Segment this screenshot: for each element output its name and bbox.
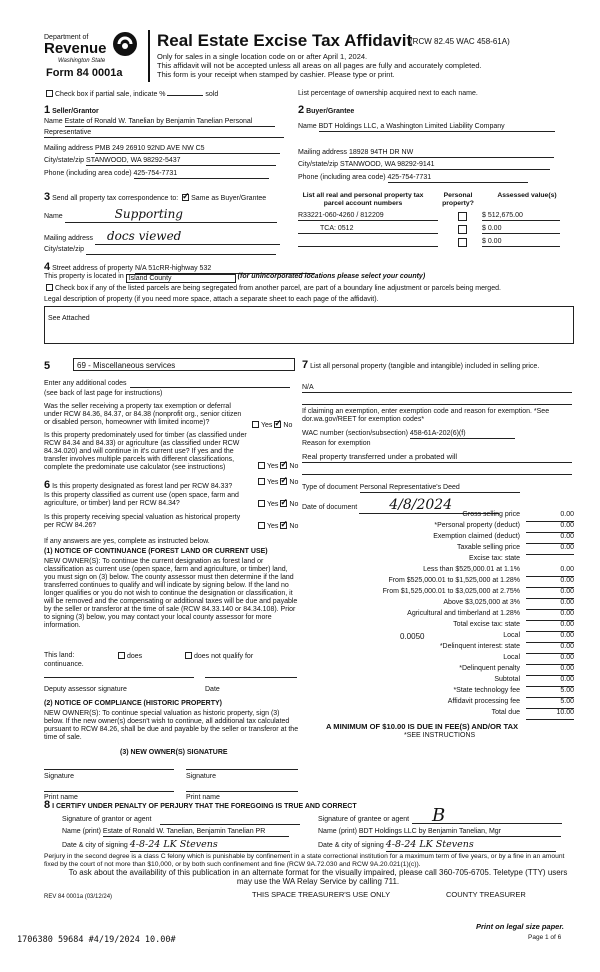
tier-1-field[interactable]: 0.00 [526,566,574,577]
county-row: This property is located in Island County (for unincorporated locations please select your county) [44,273,426,282]
grantor-name-field[interactable]: Estate of Ronald W. Tanelian, Benjamin Tanelian PR [103,828,289,837]
calc-row: *Delinquent penalty 0.00 [302,665,574,676]
additional-codes-field[interactable] [130,380,290,388]
county-select[interactable]: Island County [126,274,236,283]
calc-row: Excise tax: state [469,555,520,562]
personal-property-list-field-2[interactable] [302,396,572,405]
processing-fee-field[interactable]: 5.00 [526,698,574,709]
rcw-reference: (RCW 82.45 WAC 458-61A) [410,37,510,46]
grantor-name-row: Name (print) Estate of Ronald W. Tanelian, Benjamin Tanelian PR [62,828,302,837]
current-use-question: Is this property classified as current use (open space, farm and agriculture, or timber) land per RCW 84.34? [44,492,239,508]
wac-field[interactable]: 458-61A-202(6)(f) [410,430,515,439]
current-use-yes-checkbox[interactable] [258,500,265,507]
buyer-name-row: Name BDT Holdings LLC, a Washington Limited Liability Company [298,123,560,132]
seller-name-field-2[interactable]: Representative [44,129,284,138]
state-label: Washington State [58,58,106,64]
timber-question: Is this property predominately used for timber (as classified under RCW 84.34 and 84.33) or agriculture (as classified under RCW 84.34.020) and will continue in it's current use? If yes and the transfer involves multiple parcels with different classifications, complete the predominate use calculator (see instructions) [44,432,247,472]
calc-row: Taxable selling price 0.00 [302,544,574,555]
notice-continuance-title: (1) NOTICE OF CONTINUANCE (FOREST LAND OR CURRENT USE) [44,548,268,555]
calc-row: Total due 10.00 [302,709,574,720]
document-type-field[interactable]: Personal Representative's Deed [360,484,520,493]
does-option: does [116,652,142,661]
calc-row: *State technology fee 5.00 [302,687,574,698]
calc-row: Affidavit processing fee 5.00 [302,698,574,709]
header-line-2: This affidavit will not be accepted unless all areas on all pages are fully and accurately completed. [157,61,482,70]
segregate-checkbox[interactable] [46,284,53,291]
partial-sale-label: Check box if partial sale, indicate % [55,91,166,98]
deputy-date-label: Date [205,686,220,693]
parcel-header: List all real and personal property tax parcel account numbers [302,192,424,207]
technology-fee-field[interactable]: 5.00 [526,687,574,698]
personal-property-list-field[interactable]: N/A [302,384,572,393]
delinquent-interest-state-field[interactable]: 0.00 [526,643,574,654]
does-not-checkbox[interactable] [185,652,192,659]
subtotal-field[interactable]: 0.00 [526,676,574,687]
deputy-signature-label: Deputy assessor signature [44,686,127,693]
local-tax-field[interactable]: 0.00 [526,632,574,643]
header-divider [148,30,150,82]
grantor-date-field[interactable]: 4-8-24 LK Stevens [130,840,290,852]
buyer-heading: 2 Buyer/Grantee [298,104,355,116]
total-excise-state-field[interactable]: 0.00 [526,621,574,632]
personal-property-checkbox-2[interactable] [458,225,467,234]
legal-paper-note: Print on legal size paper. [476,922,564,931]
buyer-mail-field[interactable]: 18928 94TH DR NW [349,149,554,158]
if-yes-note: If any answers are yes, complete as instructed below. [44,538,210,545]
parcel-row-2[interactable]: TCA: 0512 [298,225,438,234]
continuance-label: continuance. [44,661,84,668]
buyer-city-field[interactable]: STANWOOD, WA 98292-9141 [340,161,550,170]
tier-3-field[interactable]: 0.00 [526,588,574,599]
assessed-value-1[interactable]: $ 512,675.00 [482,212,560,221]
same-as-buyer-checkbox[interactable] [182,194,189,201]
segregate-row: Check box if any of the listed parcels are being segregated from another parcel, are part of a boundary line adjustment or parcels being merged. [44,284,574,293]
street-address-field[interactable]: N/A 51cRR-highway 532 [135,265,315,274]
owner-print-label-2: Print name [186,794,220,801]
use-code-select[interactable]: 69 - Miscellaneous services [73,358,295,371]
treasurer-use-label: THIS SPACE TREASURER'S USE ONLY [252,890,391,899]
accessibility-notice: To ask about the availability of this publication in an alternate format for the visually impaired, please call 360-705-6705. Teletype (TTY) users may use the WA Relay Service by calling 711. [68,868,568,887]
calc-row: From $1,525,000.01 to $3,025,000 at 2.75% 0.00 [302,588,574,599]
form-number: Form 84 0001a [46,67,123,79]
seller-name-row: Name Estate of Ronald W. Tanelian by Benjamin Tanelian Personal [44,118,284,127]
timber-yes-no: Yes✓ No [256,462,298,471]
county-treasurer-label: COUNTY TREASURER [446,890,526,899]
buyer-phone-field[interactable]: 425-754-7731 [388,174,528,183]
grantor-sig-label: Signature of grantor or agent [62,816,152,823]
timber-no-checkbox[interactable] [280,462,287,469]
personal-property-deduct-field[interactable]: 0.00 [526,522,574,533]
taxcorr-name-row: Name Supporting [44,208,284,223]
grantee-sig-label: Signature of grantee or agent [318,816,410,823]
ownership-note: List percentage of ownership acquired next to each name. [298,90,478,97]
exemption-no-checkbox[interactable] [274,421,281,428]
owner-sig-1-field[interactable] [44,761,174,770]
notice-compliance-title: (2) NOTICE OF COMPLIANCE (HISTORIC PROPERTY) [44,700,222,707]
see-instructions-note: *SEE INSTRUCTIONS [404,732,476,739]
tier-2-field[interactable]: 0.00 [526,577,574,588]
header-line-3: This form is your receipt when stamped by cashier. Please type or print. [157,70,395,79]
street-address-row: 4 Street address of property N/A 51cRR-highway 532 [44,261,564,274]
tax-calculation [302,511,574,720]
taxable-selling-price-field[interactable]: 0.00 [526,544,574,555]
revision-label: REV 84 0001a (03/12/24) [44,894,113,900]
new-owner-signature-title: (3) NEW OWNER(S) SIGNATURE [120,749,228,756]
seller-city-field[interactable]: STANWOOD, WA 98292-5437 [86,157,276,166]
seller-phone-field[interactable]: 425-754-7731 [134,170,269,179]
owner-signature-label-2: Signature [186,773,216,780]
forest-yes-checkbox[interactable] [258,478,265,485]
calc-row: Local 0.00 [302,654,574,665]
document-date-field[interactable]: 4/8/2024 [359,497,499,514]
wa-logo-icon [112,31,138,57]
owner-print-2-field[interactable] [186,783,298,792]
owner-print-label-1: Print name [44,794,78,801]
timber-yes-checkbox[interactable] [258,462,265,469]
wac-row: WAC number (section/subsection) 458-61A-202(6)(f) [302,430,572,439]
grantee-name-row: Name (print) BDT Holdings LLC by Benjamin Tanelian, Mgr [318,828,574,837]
additional-codes-label: Enter any additional codes [44,380,127,387]
seller-heading: 1 Seller/Grantor [44,104,99,116]
personal-property-checkbox-3[interactable] [458,238,467,247]
assessed-value-3[interactable]: $ 0.00 [482,238,560,247]
historic-yes-checkbox[interactable] [258,522,265,529]
grantee-date-field[interactable]: 4-8-24 LK Stevens [386,840,556,852]
header-line-1: Only for sales in a single location code on or after April 1, 2024. [157,52,368,61]
document-type-row: Type of document Personal Representative's Deed [302,484,572,493]
calc-row: Less than $525,000.01 at 1.1% 0.00 [302,566,574,577]
current-use-yes-no: Yes✓ No [256,500,298,509]
forest-land-question: 6 Is this property designated as forest land per RCW 84.33? [44,479,233,491]
partial-sale-checkbox[interactable] [46,90,53,97]
calc-row: Exemption claimed (deduct) 0.00 [302,533,574,544]
dept-label: Department of [44,34,89,41]
taxcorr-city-field[interactable] [86,246,276,255]
buyer-name-field[interactable]: BDT Holdings LLC, a Washington Limited Liability Company [319,123,555,132]
buyer-city-row: City/state/zip STANWOOD, WA 98292-9141 [298,161,560,170]
current-use-no-checkbox[interactable] [280,500,287,507]
legal-description-field[interactable]: See Attached [44,306,574,344]
buyer-phone-row: Phone (including area code) 425-754-7731 [298,174,560,183]
notice-compliance-body: NEW OWNER(S): To continue special valuation as historic property, sign (3) below. If the new owner(s) doesn't wish to continue, all additional tax calculated pursuant to RCW 84.26, shall be due and payable by the seller or transferor at the time of sale. [44,710,299,742]
this-land-label: This land: [44,652,75,659]
section-5-number: 5 [44,360,51,372]
calc-row: *Delinquent interest: state 0.00 [302,643,574,654]
partial-sale-row [44,90,218,99]
delinquent-interest-local-field[interactable]: 0.00 [526,654,574,665]
reason-field-2[interactable] [302,466,572,475]
partial-sold-label: sold [205,91,219,98]
grantee-name-field[interactable]: BDT Holdings LLC by Benjamin Tanelian, Mgr [359,828,561,837]
seller-city-row: City/state/zip STANWOOD, WA 98292-5437 [44,157,284,166]
notice-continuance-body: NEW OWNER(S): To continue the current designation as forest land or classification as current use (open space, farm and agriculture, or timber) land, you must sign on (3) below. The county assessor must then determine if the land transferred continues to qualify and will indicate by signing below. If the land no longer qualifies or you do not wish to continue the designation or classification, it will be removed and the compensating or additional taxes will be due and payable by the seller or transferor at the time of sale (RCW 84.33.140 or 84.34.108). Prior to signing (3) below, you may contact your local county assessor for more information. [44,558,298,630]
calc-row: Subtotal 0.00 [302,676,574,687]
exemption-question: Was the seller receiving a property tax exemption or deferral under RCW 84.36, 84.37, or 84.38 (nonprofit org., senior citizen or disabled person, homeowner with limited income)? [44,403,242,427]
page-number: Page 1 of 6 [528,934,562,941]
owner-signature-label-1: Signature [44,773,74,780]
exemption-yes-no: Yes✓ No [250,421,292,430]
deputy-date-line[interactable] [205,677,297,678]
historic-question: Is this property receiving special valuation as historical property per RCW 84.26? [44,514,241,530]
deputy-sig-line[interactable] [44,677,194,678]
does-not-option: does not qualify for [183,652,253,661]
exemption-label: If claiming an exemption, enter exemption code and reason for exemption. *See dor.wa.gov/REET for exemption codes* [302,408,550,424]
personal-property-list-label: 7 List all personal property (tangible and intangible) included in selling price. [302,359,540,371]
grantee-date-row: Date & city of signing 4-8-24 LK Stevens [318,840,574,852]
calc-row: Total excise tax: state 0.00 [302,621,574,632]
calc-row: *Personal property (deduct) 0.00 [302,522,574,533]
personal-property-header: Personal property? [442,192,474,207]
reason-field[interactable]: Real property transferred under a probated will [302,453,572,463]
taxcorr-name-field[interactable]: Supporting [65,208,277,223]
total-due-field[interactable]: 10.00 [526,709,574,720]
parcel-row-1[interactable]: R33221-060-4260 / 812209 [298,212,438,221]
calc-row: Gross selling price 0.00 [302,511,574,522]
calc-row: Agricultural and timberland at 1.28% 0.00 [302,610,574,621]
taxcorr-mail-row: Mailing address docs viewed [44,230,284,245]
assessed-value-2[interactable]: $ 0.00 [482,225,560,234]
exemption-yes-checkbox[interactable] [252,421,259,428]
document-date-row: Date of document 4/8/2024 [302,497,572,514]
revenue-logo-text: Revenue [44,40,107,57]
delinquent-penalty-field[interactable]: 0.00 [526,665,574,676]
gross-selling-price-field[interactable]: 0.00 [526,511,574,522]
legal-description-label: Legal description of property (if you need more space, attach a separate sheet to each page of the affidavit). [44,296,379,303]
calc-row: 0.0050 Local 0.00 [302,632,574,643]
historic-no-checkbox[interactable] [280,522,287,529]
page-title: Real Estate Excise Tax Affidavit [157,31,413,50]
reason-label: Reason for exemption [302,440,371,447]
seller-mail-row: Mailing address PMB 249 26910 92ND AVE NW C5 [44,145,284,154]
owner-print-1-field[interactable] [44,783,174,792]
forest-yes-no: Yes✓ No [256,478,298,487]
calc-row: Above $3,025,000 at 3% 0.00 [302,599,574,610]
local-rate: 0.0050 [400,632,425,641]
exemption-claimed-field[interactable]: 0.00 [526,533,574,544]
seller-name-field[interactable]: Estate of Ronald W. Tanelian by Benjamin Tanelian Personal [65,118,275,127]
minimum-due-note: A MINIMUM OF $10.00 IS DUE IN FEE(S) AND/OR TAX [326,722,519,731]
does-checkbox[interactable] [118,652,125,659]
personal-property-checkbox-1[interactable] [458,212,467,221]
seller-phone-row: Phone (including area code) 425-754-7731 [44,170,284,179]
forest-no-checkbox[interactable] [280,478,287,485]
assessed-value-header: Assessed value(s) [497,192,557,199]
grantee-signature-field[interactable]: B [412,806,562,824]
seller-mail-field[interactable]: PMB 249 26910 92ND AVE NW C5 [95,145,280,154]
taxcorr-mail-field[interactable]: docs viewed [95,230,280,245]
historic-yes-no: Yes✓ No [256,522,298,531]
certify-heading: 8 I CERTIFY UNDER PENALTY OF PERJURY THAT THE FOREGOING IS TRUE AND CORRECT [44,799,357,811]
agricultural-field[interactable]: 0.00 [526,610,574,621]
tier-4-field[interactable]: 0.00 [526,599,574,610]
see-back-label: (see back of last page for instructions) [44,390,163,397]
owner-sig-2-field[interactable] [186,761,298,770]
buyer-mail-row: Mailing address 18928 94TH DR NW [298,149,560,158]
perjury-notice: Perjury in the second degree is a class C felony which is punishable by confinement in a state correctional institution for a maximum term of five years, or by a fine in an amount fixed by the court of not more than $10,000, or by both such confinement and fine (RCW 9A.72.030 and RCW 9A.20.021(1)(c)). [44,853,565,868]
taxcorr-city-row: City/state/zip [44,246,284,255]
partial-percent-field[interactable] [167,95,203,96]
grantor-signature-field[interactable] [160,816,300,825]
grantor-date-row: Date & city of signing 4-8-24 LK Stevens [62,840,302,852]
parcel-row-3[interactable] [298,238,438,247]
tax-correspondence-heading: 3 Send all property tax correspondence to: ✓ Same as Buyer/Grantee [44,191,266,204]
receipt-stamp: 1706380 59684 #4/19/2024 10.00# [17,935,176,945]
calc-row: From $525,000.01 to $1,525,000 at 1.28% 0.00 [302,577,574,588]
